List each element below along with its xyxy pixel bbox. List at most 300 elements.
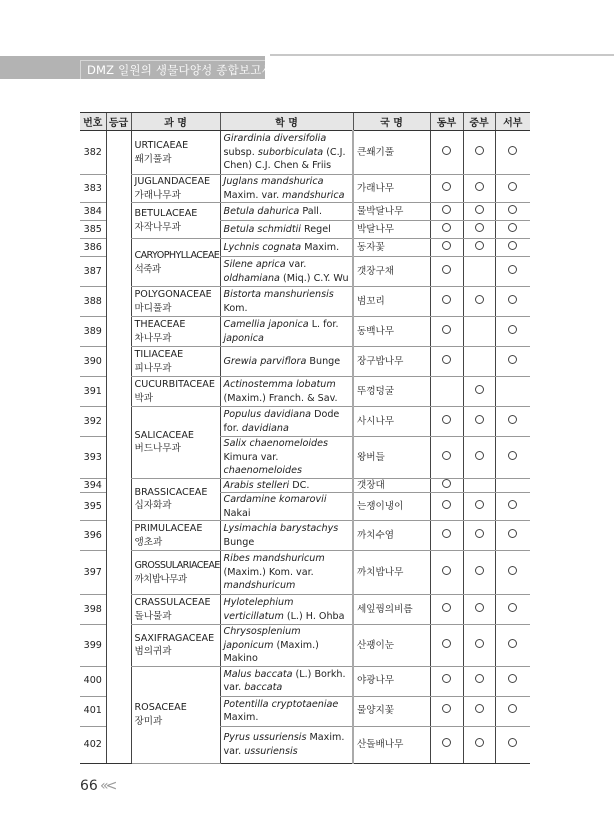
cell-scientific-name bbox=[220, 221, 353, 239]
cell-korean-name: 큰쐐기풀 bbox=[353, 131, 430, 175]
presence-circle-icon bbox=[475, 738, 484, 747]
cell-korean-name: 산돌배나무 bbox=[353, 726, 430, 763]
table-row bbox=[80, 131, 530, 175]
cell-family bbox=[131, 478, 220, 521]
table-row bbox=[80, 239, 530, 257]
cell-korean-name: 동자꽃 bbox=[353, 239, 430, 257]
scientific-name-author: DC. bbox=[289, 479, 310, 491]
cell-east-presence bbox=[430, 521, 463, 551]
cell-number: 393 bbox=[80, 437, 106, 479]
cell-family bbox=[131, 347, 220, 377]
scientific-name-italic: Potentilla cryptotaeniae bbox=[223, 698, 339, 710]
cell-central-presence bbox=[463, 551, 495, 595]
family-latin-name: BRASSICACEAE bbox=[134, 486, 208, 498]
cell-west-presence bbox=[495, 478, 530, 493]
cell-east-presence bbox=[430, 347, 463, 377]
cell-east-presence bbox=[430, 203, 463, 221]
cell-family bbox=[131, 175, 220, 203]
cell-family bbox=[131, 317, 220, 347]
table-row bbox=[80, 551, 530, 595]
cell-number: 386 bbox=[80, 239, 106, 257]
cell-scientific-name bbox=[220, 203, 353, 221]
scientific-name-author: subsp. bbox=[223, 146, 258, 158]
cell-family bbox=[131, 203, 220, 239]
scientific-name-italic: chaenomeloides bbox=[223, 465, 303, 476]
cell-west-presence bbox=[495, 521, 530, 551]
presence-circle-icon bbox=[442, 479, 451, 488]
scientific-name-author: Pall. bbox=[299, 205, 322, 217]
cell-number: 387 bbox=[80, 257, 106, 287]
family-latin-name: TILIACEAE bbox=[134, 349, 184, 360]
cell-korean-name: 갯장구채 bbox=[353, 257, 430, 287]
family-korean-name: 십자화과 bbox=[134, 500, 172, 512]
col-header-family: 과 명 bbox=[131, 113, 220, 131]
cell-scientific-name bbox=[220, 407, 353, 437]
cell-korean-name: 장구밥나무 bbox=[353, 347, 430, 377]
cell-scientific-name bbox=[220, 696, 353, 726]
cell-number: 397 bbox=[80, 551, 106, 595]
cell-family bbox=[131, 377, 220, 407]
scientific-name-italic: Silene aprica bbox=[223, 259, 286, 270]
cell-east-presence bbox=[430, 377, 463, 407]
presence-circle-icon bbox=[508, 325, 517, 334]
scientific-name-italic: ussuriensis bbox=[244, 745, 298, 757]
presence-circle-icon bbox=[442, 295, 451, 304]
cell-east-presence bbox=[430, 625, 463, 667]
family-latin-name: CUCURBITACEAE bbox=[134, 379, 215, 390]
cell-korean-name: 박달나무 bbox=[353, 221, 430, 239]
cell-east-presence bbox=[430, 221, 463, 239]
cell-central-presence bbox=[463, 493, 495, 521]
cell-west-presence bbox=[495, 407, 530, 437]
scientific-name-author: (L.) Borkh. var. bbox=[223, 668, 346, 693]
scientific-name-author: var. bbox=[285, 259, 307, 270]
table-row bbox=[80, 595, 530, 625]
cell-number: 384 bbox=[80, 203, 106, 221]
presence-circle-icon bbox=[442, 223, 451, 232]
cell-central-presence bbox=[463, 595, 495, 625]
family-korean-name: 까치밥나무과 bbox=[134, 573, 187, 585]
cell-east-presence bbox=[430, 666, 463, 696]
family-korean-name: 마디풀과 bbox=[134, 302, 172, 314]
cell-west-presence bbox=[495, 317, 530, 347]
presence-circle-icon bbox=[442, 451, 451, 460]
cell-west-presence bbox=[495, 239, 530, 257]
scientific-name-italic: mandshuricum bbox=[223, 580, 296, 592]
table-row bbox=[80, 478, 530, 493]
cell-family bbox=[131, 407, 220, 479]
presence-circle-icon bbox=[442, 500, 451, 509]
cell-central-presence bbox=[463, 377, 495, 407]
family-korean-name: 범의귀과 bbox=[134, 646, 172, 658]
table-row bbox=[80, 287, 530, 317]
cell-family bbox=[131, 551, 220, 595]
cell-scientific-name bbox=[220, 625, 353, 667]
presence-circle-icon bbox=[442, 603, 451, 612]
presence-circle-icon bbox=[508, 146, 517, 155]
scientific-name-italic: Chrysosplenium japonicum bbox=[223, 626, 301, 651]
cell-korean-name: 까치밥나무 bbox=[353, 551, 430, 595]
table-row bbox=[80, 377, 530, 407]
scientific-name-italic: baccata bbox=[244, 682, 283, 693]
cell-central-presence bbox=[463, 257, 495, 287]
cell-scientific-name bbox=[220, 666, 353, 696]
cell-scientific-name bbox=[220, 551, 353, 595]
running-header-title: DMZ 일원의 생물다양성 종합보고서 bbox=[80, 60, 265, 79]
scientific-name-italic: Hylotelephium verticillatum bbox=[223, 597, 294, 622]
cell-west-presence bbox=[495, 175, 530, 203]
cell-east-presence bbox=[430, 239, 463, 257]
cell-west-presence bbox=[495, 347, 530, 377]
cell-east-presence bbox=[430, 595, 463, 625]
scientific-name-italic: Malus baccata bbox=[223, 668, 293, 680]
table-row bbox=[80, 317, 530, 347]
presence-circle-icon bbox=[442, 639, 451, 648]
cell-scientific-name bbox=[220, 493, 353, 521]
family-latin-name: CRASSULACEAE bbox=[134, 597, 211, 608]
cell-central-presence bbox=[463, 625, 495, 667]
table-header-row bbox=[80, 113, 530, 131]
scientific-name-author: Regel bbox=[300, 223, 331, 235]
table-row bbox=[80, 521, 530, 551]
cell-number: 398 bbox=[80, 595, 106, 625]
family-latin-name: JUGLANDACEAE bbox=[134, 176, 211, 187]
family-latin-name: SAXIFRAGACEAE bbox=[134, 632, 215, 644]
cell-east-presence bbox=[430, 257, 463, 287]
cell-west-presence bbox=[495, 377, 530, 407]
family-korean-name: 돌나물과 bbox=[134, 610, 172, 622]
cell-korean-name: 사시나무 bbox=[353, 407, 430, 437]
cell-west-presence bbox=[495, 437, 530, 479]
presence-circle-icon bbox=[475, 205, 484, 214]
scientific-name-italic: davidiana bbox=[241, 422, 289, 434]
cell-korean-name: 세잎꿩의비름 bbox=[353, 595, 430, 625]
presence-circle-icon bbox=[475, 182, 484, 191]
cell-korean-name: 갯장대 bbox=[353, 478, 430, 493]
scientific-name-italic: Pyrus ussuriensis bbox=[223, 732, 307, 743]
presence-circle-icon bbox=[442, 674, 451, 683]
cell-west-presence bbox=[495, 203, 530, 221]
family-korean-name: 가래나무과 bbox=[134, 189, 181, 201]
presence-circle-icon bbox=[508, 639, 517, 648]
cell-number: 392 bbox=[80, 407, 106, 437]
cell-central-presence bbox=[463, 437, 495, 479]
scientific-name-italic: Lysimachia barystachys bbox=[223, 523, 339, 534]
cell-west-presence bbox=[495, 221, 530, 239]
presence-circle-icon bbox=[508, 738, 517, 747]
cell-family bbox=[131, 666, 220, 763]
presence-circle-icon bbox=[508, 500, 517, 509]
cell-scientific-name bbox=[220, 257, 353, 287]
family-korean-name: 피나무과 bbox=[134, 362, 172, 374]
cell-number: 385 bbox=[80, 221, 106, 239]
table-row bbox=[80, 625, 530, 667]
cell-korean-name: 야광나무 bbox=[353, 666, 430, 696]
scientific-name-author: Nakai bbox=[223, 507, 251, 519]
cell-family bbox=[131, 287, 220, 317]
cell-east-presence bbox=[430, 696, 463, 726]
family-korean-name: 장미과 bbox=[134, 715, 163, 727]
cell-east-presence bbox=[430, 175, 463, 203]
family-korean-name: 쐐기풀과 bbox=[134, 153, 172, 165]
cell-east-presence bbox=[430, 407, 463, 437]
family-latin-name: URTICAEAE bbox=[134, 140, 189, 151]
scientific-name-author: Bunge bbox=[306, 355, 341, 367]
cell-scientific-name bbox=[220, 595, 353, 625]
scientific-name-author: Kom. bbox=[223, 302, 248, 314]
cell-korean-name: 물박달나무 bbox=[353, 203, 430, 221]
presence-circle-icon bbox=[475, 385, 484, 394]
table-row bbox=[80, 347, 530, 377]
presence-circle-icon bbox=[475, 146, 484, 155]
col-header-west: 서부 bbox=[495, 113, 530, 131]
presence-circle-icon bbox=[442, 704, 451, 713]
cell-central-presence bbox=[463, 407, 495, 437]
cell-family bbox=[131, 239, 220, 287]
scientific-name-author: (C.J. Chen) C.J. Chen & Friis bbox=[223, 146, 346, 172]
scientific-name-italic: Arabis stelleri bbox=[223, 479, 290, 491]
presence-circle-icon bbox=[508, 355, 517, 364]
cell-number: 390 bbox=[80, 347, 106, 377]
presence-circle-icon bbox=[442, 529, 451, 538]
family-latin-name: CARYOPHYLLACEAE bbox=[134, 250, 220, 261]
scientific-name-italic: Betula schmidtii bbox=[223, 223, 301, 235]
cell-number: 396 bbox=[80, 521, 106, 551]
presence-circle-icon bbox=[508, 182, 517, 191]
scientific-name-author: (Maxim.) Franch. & Sav. bbox=[223, 392, 338, 404]
col-header-number: 번호 bbox=[80, 113, 106, 131]
presence-circle-icon bbox=[508, 451, 517, 460]
scientific-name-italic: Lychnis cognata bbox=[223, 241, 302, 253]
table-row bbox=[80, 407, 530, 437]
presence-circle-icon bbox=[508, 603, 517, 612]
cell-number: 394 bbox=[80, 478, 106, 493]
cell-number: 401 bbox=[80, 696, 106, 726]
scientific-name-author: Bunge bbox=[223, 536, 255, 548]
presence-circle-icon bbox=[442, 738, 451, 747]
cell-west-presence bbox=[495, 666, 530, 696]
family-korean-name: 자작나무과 bbox=[134, 221, 181, 233]
presence-circle-icon bbox=[475, 674, 484, 683]
cell-number: 389 bbox=[80, 317, 106, 347]
cell-number: 399 bbox=[80, 625, 106, 667]
cell-korean-name: 산괭이눈 bbox=[353, 625, 430, 667]
family-korean-name: 차나무과 bbox=[134, 332, 172, 344]
scientific-name-italic: mandshurica bbox=[282, 189, 345, 201]
cell-west-presence bbox=[495, 696, 530, 726]
family-korean-name: 버드나무과 bbox=[134, 443, 181, 455]
family-latin-name: ROSACEAE bbox=[134, 702, 187, 713]
scientific-name-italic: Cardamine komarovii bbox=[223, 494, 327, 505]
cell-number: 382 bbox=[80, 131, 106, 175]
cell-scientific-name bbox=[220, 437, 353, 479]
cell-central-presence bbox=[463, 239, 495, 257]
cell-scientific-name bbox=[220, 726, 353, 763]
presence-circle-icon bbox=[508, 265, 517, 274]
cell-scientific-name bbox=[220, 131, 353, 175]
presence-circle-icon bbox=[442, 182, 451, 191]
chevron-left-icon: «< bbox=[100, 778, 115, 794]
cell-east-presence bbox=[430, 437, 463, 479]
cell-scientific-name bbox=[220, 175, 353, 203]
family-korean-name: 석죽과 bbox=[134, 263, 161, 275]
cell-family bbox=[131, 595, 220, 625]
col-header-scientific-name: 학 명 bbox=[220, 113, 353, 131]
presence-circle-icon bbox=[508, 529, 517, 538]
presence-circle-icon bbox=[442, 325, 451, 334]
cell-korean-name: 가래나무 bbox=[353, 175, 430, 203]
presence-circle-icon bbox=[475, 603, 484, 612]
table-body bbox=[80, 131, 530, 764]
species-table bbox=[80, 112, 530, 764]
presence-circle-icon bbox=[442, 205, 451, 214]
cell-central-presence bbox=[463, 287, 495, 317]
cell-korean-name: 동백나무 bbox=[353, 317, 430, 347]
scientific-name-italic: Girardinia diversifolia bbox=[223, 133, 327, 145]
cell-east-presence bbox=[430, 287, 463, 317]
presence-circle-icon bbox=[475, 704, 484, 713]
cell-scientific-name bbox=[220, 377, 353, 407]
scientific-name-author: (L.) H. Ohba bbox=[283, 610, 345, 622]
cell-west-presence bbox=[495, 287, 530, 317]
cell-number: 391 bbox=[80, 377, 106, 407]
scientific-name-author: (Maxim.) Kom. var. bbox=[223, 566, 314, 578]
cell-west-presence bbox=[495, 257, 530, 287]
page-number: 66 bbox=[80, 778, 98, 794]
scientific-name-author: Maxim. bbox=[301, 241, 340, 253]
cell-central-presence bbox=[463, 726, 495, 763]
cell-central-presence bbox=[463, 203, 495, 221]
scientific-name-author: Maxim. bbox=[223, 712, 259, 723]
scientific-name-italic: Bistorta manshuriensis bbox=[223, 289, 334, 300]
cell-east-presence bbox=[430, 131, 463, 175]
scientific-name-author: L. for. bbox=[308, 319, 339, 330]
cell-scientific-name bbox=[220, 317, 353, 347]
cell-scientific-name bbox=[220, 478, 353, 493]
cell-east-presence bbox=[430, 478, 463, 493]
col-header-grade: 등급 bbox=[106, 113, 131, 131]
presence-circle-icon bbox=[508, 566, 517, 575]
presence-circle-icon bbox=[442, 415, 451, 424]
family-latin-name: GROSSULARIACEAE bbox=[134, 560, 220, 571]
cell-central-presence bbox=[463, 131, 495, 175]
cell-central-presence bbox=[463, 521, 495, 551]
cell-east-presence bbox=[430, 317, 463, 347]
scientific-name-italic: Actinostemma lobatum bbox=[223, 379, 336, 390]
family-latin-name: SALICACEAE bbox=[134, 429, 194, 441]
cell-central-presence bbox=[463, 317, 495, 347]
presence-circle-icon bbox=[475, 566, 484, 575]
cell-korean-name: 물양지꽃 bbox=[353, 696, 430, 726]
table-row bbox=[80, 203, 530, 221]
scientific-name-italic: Populus davidiana bbox=[223, 409, 312, 420]
presence-circle-icon bbox=[442, 265, 451, 274]
family-korean-name: 박과 bbox=[134, 392, 154, 404]
scientific-name-italic: Ribes mandshuricum bbox=[223, 553, 325, 565]
col-header-korean-name: 국 명 bbox=[353, 113, 430, 131]
cell-west-presence bbox=[495, 625, 530, 667]
cell-korean-name: 왕버들 bbox=[353, 437, 430, 479]
header-rule bbox=[270, 54, 614, 56]
presence-circle-icon bbox=[508, 704, 517, 713]
cell-east-presence bbox=[430, 493, 463, 521]
cell-scientific-name bbox=[220, 347, 353, 377]
family-latin-name: THEACEAE bbox=[134, 319, 186, 330]
cell-central-presence bbox=[463, 347, 495, 377]
family-latin-name: BETULACEAE bbox=[134, 208, 198, 219]
presence-circle-icon bbox=[475, 223, 484, 232]
cell-number: 400 bbox=[80, 666, 106, 696]
scientific-name-author: (Maxim.) Makino bbox=[223, 639, 319, 664]
scientific-name-author: Maxim. var. bbox=[223, 189, 283, 201]
presence-circle-icon bbox=[508, 205, 517, 214]
cell-number: 395 bbox=[80, 493, 106, 521]
scientific-name-italic: Grewia parviflora bbox=[223, 355, 307, 367]
cell-family bbox=[131, 521, 220, 551]
cell-west-presence bbox=[495, 551, 530, 595]
cell-central-presence bbox=[463, 175, 495, 203]
cell-family bbox=[131, 131, 220, 175]
family-korean-name: 앵초과 bbox=[134, 536, 163, 548]
cell-family bbox=[131, 625, 220, 667]
presence-circle-icon bbox=[475, 241, 484, 250]
col-header-east: 동부 bbox=[430, 113, 463, 131]
presence-circle-icon bbox=[475, 529, 484, 538]
family-latin-name: PRIMULACEAE bbox=[134, 523, 203, 534]
scientific-name-italic: Salix chaenomeloides bbox=[223, 438, 329, 449]
cell-central-presence bbox=[463, 478, 495, 493]
cell-west-presence bbox=[495, 726, 530, 763]
scientific-name-author: Dode for. bbox=[223, 409, 340, 434]
presence-circle-icon bbox=[508, 223, 517, 232]
cell-number: 383 bbox=[80, 175, 106, 203]
presence-circle-icon bbox=[508, 674, 517, 683]
cell-number: 402 bbox=[80, 726, 106, 763]
table-row bbox=[80, 666, 530, 696]
cell-korean-name: 범꼬리 bbox=[353, 287, 430, 317]
cell-central-presence bbox=[463, 221, 495, 239]
scientific-name-italic: Betula dahurica bbox=[223, 205, 300, 217]
cell-grade bbox=[106, 131, 131, 764]
presence-circle-icon bbox=[475, 295, 484, 304]
scientific-name-italic: oldhamiana bbox=[223, 272, 280, 284]
col-header-central: 중부 bbox=[463, 113, 495, 131]
scientific-name-italic: Juglans mandshurica bbox=[223, 176, 324, 187]
cell-east-presence bbox=[430, 726, 463, 763]
presence-circle-icon bbox=[508, 295, 517, 304]
presence-circle-icon bbox=[475, 415, 484, 424]
presence-circle-icon bbox=[442, 566, 451, 575]
presence-circle-icon bbox=[475, 639, 484, 648]
presence-circle-icon bbox=[475, 500, 484, 509]
presence-circle-icon bbox=[442, 146, 451, 155]
scientific-name-author: (Miq.) C.Y. Wu bbox=[279, 272, 349, 284]
scientific-name-italic: Camellia japonica bbox=[223, 319, 309, 330]
table-row bbox=[80, 175, 530, 203]
cell-west-presence bbox=[495, 131, 530, 175]
cell-korean-name: 는쟁이냉이 bbox=[353, 493, 430, 521]
scientific-name-italic: suborbiculata bbox=[257, 146, 324, 158]
cell-scientific-name bbox=[220, 287, 353, 317]
cell-number: 388 bbox=[80, 287, 106, 317]
cell-scientific-name bbox=[220, 239, 353, 257]
presence-circle-icon bbox=[442, 241, 451, 250]
cell-east-presence bbox=[430, 551, 463, 595]
cell-korean-name: 뚜껑덩굴 bbox=[353, 377, 430, 407]
cell-west-presence bbox=[495, 493, 530, 521]
cell-scientific-name bbox=[220, 521, 353, 551]
scientific-name-author: Maxim. var. bbox=[223, 732, 345, 757]
